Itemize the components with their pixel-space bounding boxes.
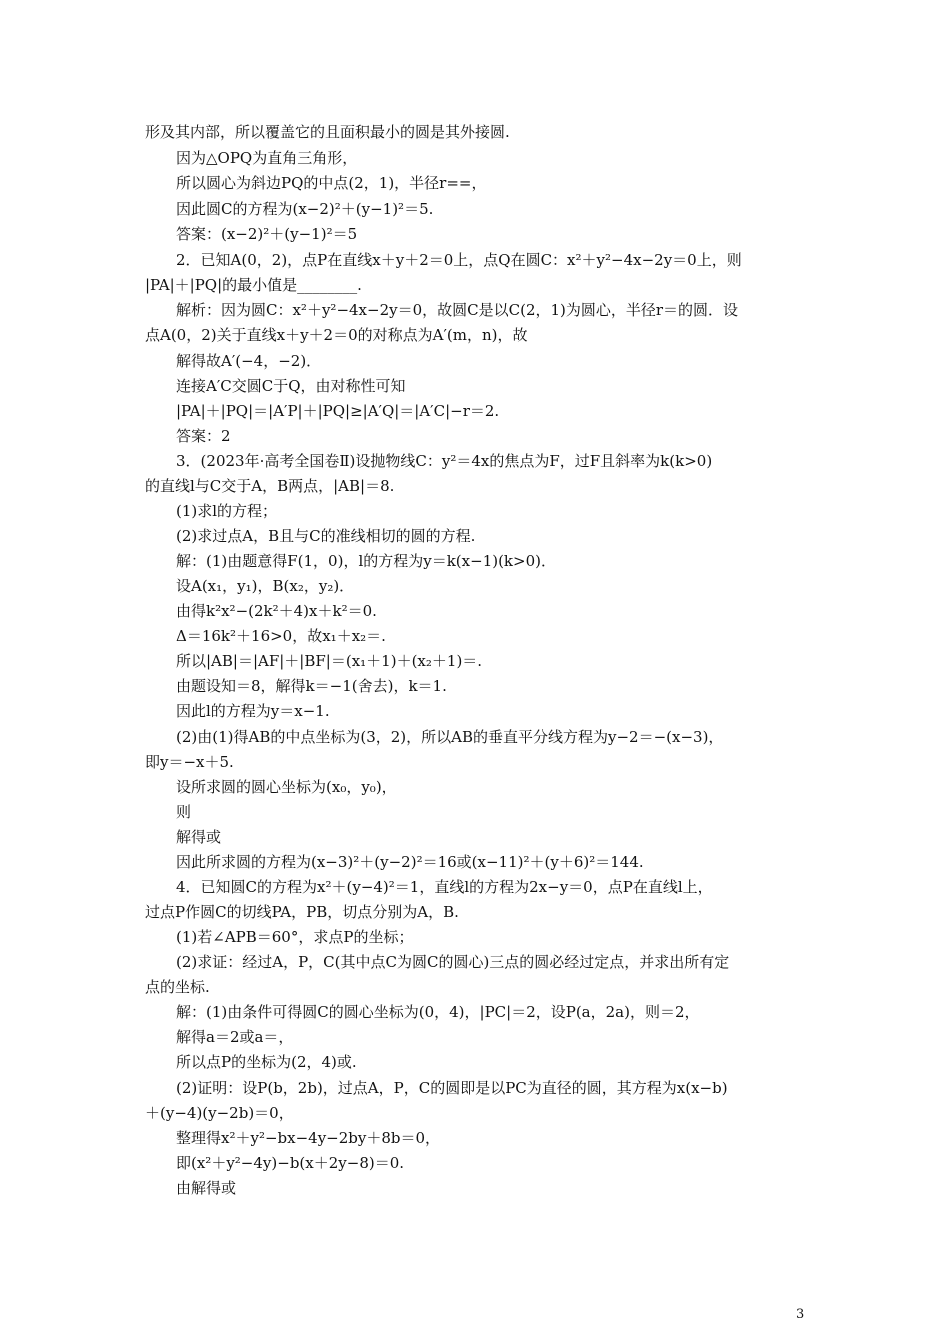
text-line: 因此圆C的方程为(x−2)²＋(y−1)²＝5. [176,200,434,218]
text-line: 由题设知＝8，解得k＝−1(舍去)，k＝1. [176,677,447,695]
text-line: 解：(1)由题意得F(1，0)，l的方程为y＝k(x−1)(k>0)． [176,552,556,570]
text-line: |PA|＋|PQ|＝|A′P|＋|PQ|≥|A′Q|＝|A′C|−r＝2. [176,402,500,420]
text-line: 解析：因为圆C：x²＋y²−4x−2y＝0，故圆C是以C(2，1)为圆心，半径r＝的圆．设 [176,301,739,319]
text-line: (2)证明：设P(b，2b)，过点A，P，C的圆即是以PC为直径的圆，其方程为x(x−b) [176,1079,728,1097]
text-line: 即y＝−x＋5. [145,753,234,771]
text-line: 所以圆心为斜边PQ的中点(2，1)，半径r==， [176,174,487,192]
text-line: Δ＝16k²＋16>0，故x₁＋x₂＝. [176,627,386,645]
text-line: 3．(2023年·高考全国卷Ⅱ)设抛物线C：y²＝4x的焦点为F，过F且斜率为k(k>0) [176,452,713,470]
text-line: 所以|AB|＝|AF|＋|BF|＝(x₁＋1)＋(x₂＋1)＝. [176,652,483,670]
text-line: 由解得或 [176,1179,237,1197]
text-line: 设所求圆的圆心坐标为(x₀，y₀)， [176,778,397,796]
text-line: (2)由(1)得AB的中点坐标为(3，2)，所以AB的垂直平分线方程为y−2＝−(x−3)， [176,728,724,746]
text-line: 的直线l与C交于A，B两点，|AB|＝8. [145,477,395,495]
text-line: 即(x²＋y²−4y)−b(x＋2y−8)＝0. [176,1154,405,1172]
text-line: 答案：2 [176,427,231,445]
text-line: 过点P作圆C的切线PA，PB，切点分别为A，B. [145,903,459,921]
text-line: 设A(x₁，y₁)，B(x₂，y₂)． [176,577,355,595]
text-line: 答案：(x−2)²＋(y−1)²＝5 [176,225,358,243]
text-line: ＋(y−4)(y−2b)＝0， [145,1104,294,1122]
text-line: 点A(0，2)关于直线x＋y＋2＝0的对称点为A′(m，n)，故 [145,326,528,344]
text-line: 2．已知A(0，2)，点P在直线x＋y＋2＝0上，点Q在圆C：x²＋y²−4x−2y＝0上，则 [176,251,742,269]
text-line: 所以点P的坐标为(2，4)或. [176,1053,357,1071]
text-line: 解得故A′(−4，−2)． [176,352,322,370]
text-line: (1)求l的方程； [176,502,278,520]
text-line: 因此所求圆的方程为(x−3)²＋(y−2)²＝16或(x−11)²＋(y＋6)²＝144. [176,853,644,871]
text-line: 则 [176,803,192,821]
text-line: (2)求过点A，B且与C的准线相切的圆的方程. [176,527,476,545]
text-line: 连接A′C交圆C于Q，由对称性可知 [176,377,406,395]
text-line: 解得a＝2或a＝， [176,1028,294,1046]
text-line: 整理得x²＋y²−bx−4y−2by＋8b＝0， [176,1129,441,1147]
text-line: 因此l的方程为y＝x−1. [176,702,330,720]
text-line: 由得k²x²−(2k²＋4)x＋k²＝0. [176,602,377,620]
text-line: 4．已知圆C的方程为x²＋(y−4)²＝1，直线l的方程为2x−y＝0，点P在直线l上， [176,878,713,896]
text-line: (2)求证：经过A，P，C(其中点C为圆C的圆心)三点的圆必经过定点，并求出所有定 [176,953,730,971]
text-line: 形及其内部，所以覆盖它的且面积最小的圆是其外接圆. [145,123,510,141]
text-line: (1)若∠APB＝60°，求点P的坐标； [176,928,414,946]
text-line: |PA|＋|PQ|的最小值是________. [145,276,362,294]
text-line: 解得或 [176,828,222,846]
page-number: 3 [796,1307,805,1322]
text-line: 解：(1)由条件可得圆C的圆心坐标为(0，4)，|PC|＝2，设P(a，2a)，则＝2， [176,1003,700,1021]
text-line: 点的坐标. [145,978,210,996]
text-line: 因为△OPQ为直角三角形， [176,149,358,167]
